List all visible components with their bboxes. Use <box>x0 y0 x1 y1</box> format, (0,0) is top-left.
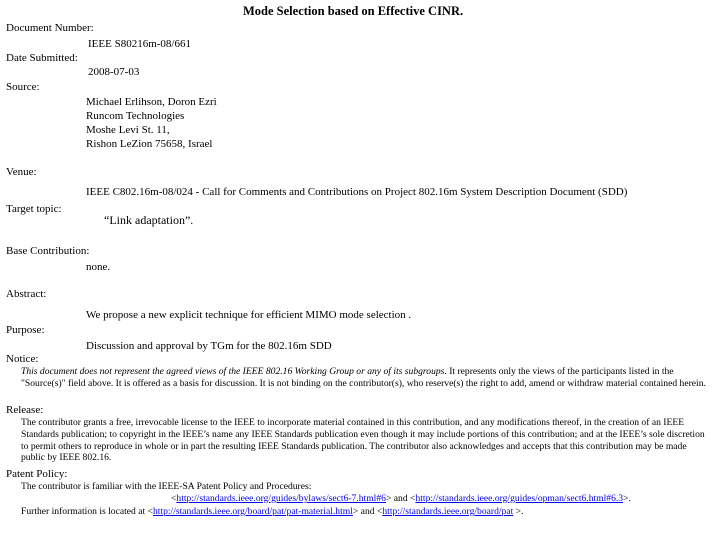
target-topic-value: “Link adaptation”. <box>104 213 194 227</box>
patent-close: >. <box>623 493 631 504</box>
date-submitted-value: 2008-07-03 <box>88 66 140 78</box>
board-pat-link[interactable]: http://standards.ieee.org/board/pat <box>382 506 514 517</box>
source-line: Michael Erlihson, Doron Ezri <box>86 96 217 108</box>
further-info-close: >. <box>513 506 524 517</box>
source-label: Source: <box>6 81 40 93</box>
document-number-label: Document Number: <box>6 22 94 34</box>
patent-policy-links-line <box>171 493 631 505</box>
notice-text <box>21 366 711 390</box>
abstract-label: Abstract: <box>6 288 47 300</box>
opman-link[interactable]: http://standards.ieee.org/guides/opman/sect6.html#6.3 <box>415 493 624 504</box>
date-submitted-label: Date Submitted: <box>6 52 78 64</box>
document-number-value: IEEE S80216m-08/661 <box>88 38 191 50</box>
further-info-text: Further information is located at < <box>21 506 153 517</box>
target-topic-label: Target topic: <box>6 203 62 215</box>
purpose-label: Purpose: <box>6 324 45 336</box>
source-line: Runcom Technologies <box>86 110 185 122</box>
bylaws-link[interactable]: http://standards.ieee.org/guides/bylaws/sect6-7.html#6 <box>176 493 386 504</box>
base-contribution-label: Base Contribution: <box>6 245 90 257</box>
base-contribution-value: none. <box>86 261 111 273</box>
pat-material-link[interactable]: http://standards.ieee.org/board/pat/pat-material.html <box>152 506 353 517</box>
venue-label: Venue: <box>6 166 37 178</box>
page-title: Mode Selection based on Effective CINR. <box>243 4 464 18</box>
source-line: Rishon LeZion 75658, Israel <box>86 138 213 150</box>
notice-italic-text: This document does not represent the agreed views of the IEEE 802.16 Working Group or any of its subgroups <box>21 366 445 377</box>
patent-open-bracket: < <box>171 493 177 504</box>
further-info-separator: > and < <box>352 506 383 517</box>
release-label: Release: <box>6 404 44 416</box>
patent-separator: > and < <box>385 493 416 504</box>
release-text: The contributor grants a free, irrevocable license to the IEEE to incorporate material contained in this contribution, and any modifications thereof, in the creation of an IEEE Standards publication; to copyright in the IEEE’s name any IEEE Standards publication even though it may include portions of this contribution; and at the IEEE’s sole discretion to permit others to reproduce in whole or in part the resulting IEEE Standards publication. The contributor also acknowledges and accepts that this contribution may be made public by IEEE 802.16. <box>21 417 705 464</box>
purpose-value: Discussion and approval by TGm for the 802.16m SDD <box>86 340 332 352</box>
abstract-value: We propose a new explicit technique for efficient MIMO mode selection . <box>86 309 412 321</box>
notice-rest-text: . It represents only the views of the participants listed in the "Source(s)" field above. It is offered as a basis for discussion. It is not binding on the contributor(s), who reserve(s) the right to add, amend or withdraw material contained herein. <box>21 366 706 389</box>
patent-policy-label: Patent Policy: <box>6 468 68 480</box>
venue-value: IEEE C802.16m-08/024 - Call for Comments and Contributions on Project 802.16m System Description Document (SDD) <box>86 186 628 198</box>
source-line: Moshe Levi St. 11, <box>86 124 170 136</box>
notice-label: Notice: <box>6 353 39 365</box>
patent-further-info-line <box>21 506 523 518</box>
patent-policy-line: The contributor is familiar with the IEEE-SA Patent Policy and Procedures: <box>21 481 312 492</box>
